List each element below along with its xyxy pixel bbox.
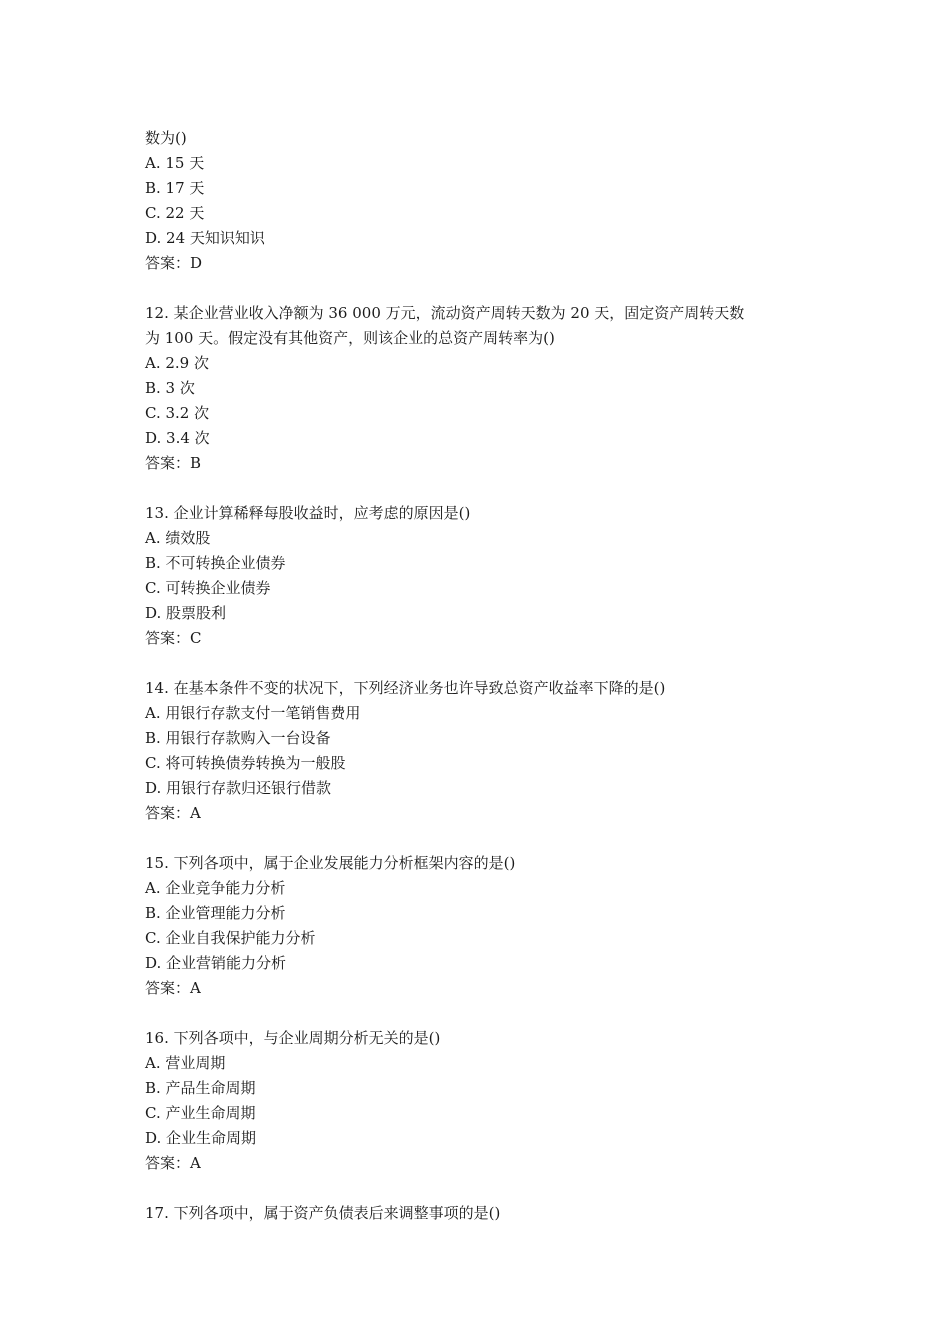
question-stem: 16. 下列各项中，与企业周期分析无关的是(): [145, 1029, 441, 1047]
option-b: B. 17 天: [145, 179, 205, 197]
option-a: A. 用银行存款支付一笔销售费用: [145, 704, 361, 722]
spacer: [145, 476, 805, 501]
option-a: A. 15 天: [145, 154, 205, 172]
option-a: A. 绩效股: [145, 529, 211, 547]
option-a: A. 营业周期: [145, 1054, 226, 1072]
question-14: [145, 676, 805, 826]
spacer: [145, 651, 805, 676]
question-stem: 13. 企业计算稀释每股收益时，应考虑的原因是(): [145, 504, 471, 522]
spacer: [145, 1176, 805, 1201]
spacer: [145, 1001, 805, 1026]
question-stem: 14. 在基本条件不变的状况下，下列经济业务也许导致总资产收益率下降的是(): [145, 679, 666, 697]
option-d: D. 企业营销能力分析: [145, 954, 287, 972]
question-stem: 数为(): [145, 129, 187, 147]
question-11-tail: [145, 126, 805, 276]
option-d: D. 3.4 次: [145, 429, 210, 447]
spacer: [145, 826, 805, 851]
option-b: B. 不可转换企业债券: [145, 554, 286, 572]
option-c: C. 3.2 次: [145, 404, 210, 422]
option-b: B. 产品生命周期: [145, 1079, 256, 1097]
question-13: [145, 501, 805, 651]
option-c: C. 22 天: [145, 204, 205, 222]
spacer: [145, 276, 805, 301]
answer: 答案：B: [145, 454, 202, 472]
option-d: D. 企业生命周期: [145, 1129, 257, 1147]
question-17: [145, 1201, 805, 1226]
question-12: [145, 301, 805, 476]
answer: 答案：A: [145, 979, 201, 997]
answer: 答案：A: [145, 1154, 201, 1172]
answer: 答案：A: [145, 804, 201, 822]
option-c: C. 将可转换债券转换为一般股: [145, 754, 346, 772]
option-a: A. 企业竞争能力分析: [145, 879, 286, 897]
option-d: D. 24 天知识知识: [145, 229, 265, 247]
option-b: B. 用银行存款购入一台设备: [145, 729, 331, 747]
question-stem-continued: 为 100 天。假定没有其他资产，则该企业的总资产周转率为(): [145, 329, 555, 347]
option-b: B. 3 次: [145, 379, 195, 397]
option-b: B. 企业管理能力分析: [145, 904, 286, 922]
option-a: A. 2.9 次: [145, 354, 209, 372]
answer: 答案：D: [145, 254, 203, 272]
question-stem: 12. 某企业营业收入净额为 36 000 万元，流动资产周转天数为 20 天，固定资产周转天数: [145, 304, 745, 322]
question-15: [145, 851, 805, 1001]
question-16: [145, 1026, 805, 1176]
document-page: [145, 126, 805, 1226]
option-d: D. 用银行存款归还银行借款: [145, 779, 332, 797]
question-stem: 15. 下列各项中，属于企业发展能力分析框架内容的是(): [145, 854, 516, 872]
option-c: C. 产业生命周期: [145, 1104, 256, 1122]
option-d: D. 股票股利: [145, 604, 227, 622]
option-c: C. 可转换企业债券: [145, 579, 271, 597]
option-c: C. 企业自我保护能力分析: [145, 929, 316, 947]
question-stem: 17. 下列各项中，属于资产负债表后来调整事项的是(): [145, 1204, 501, 1222]
answer: 答案：C: [145, 629, 202, 647]
